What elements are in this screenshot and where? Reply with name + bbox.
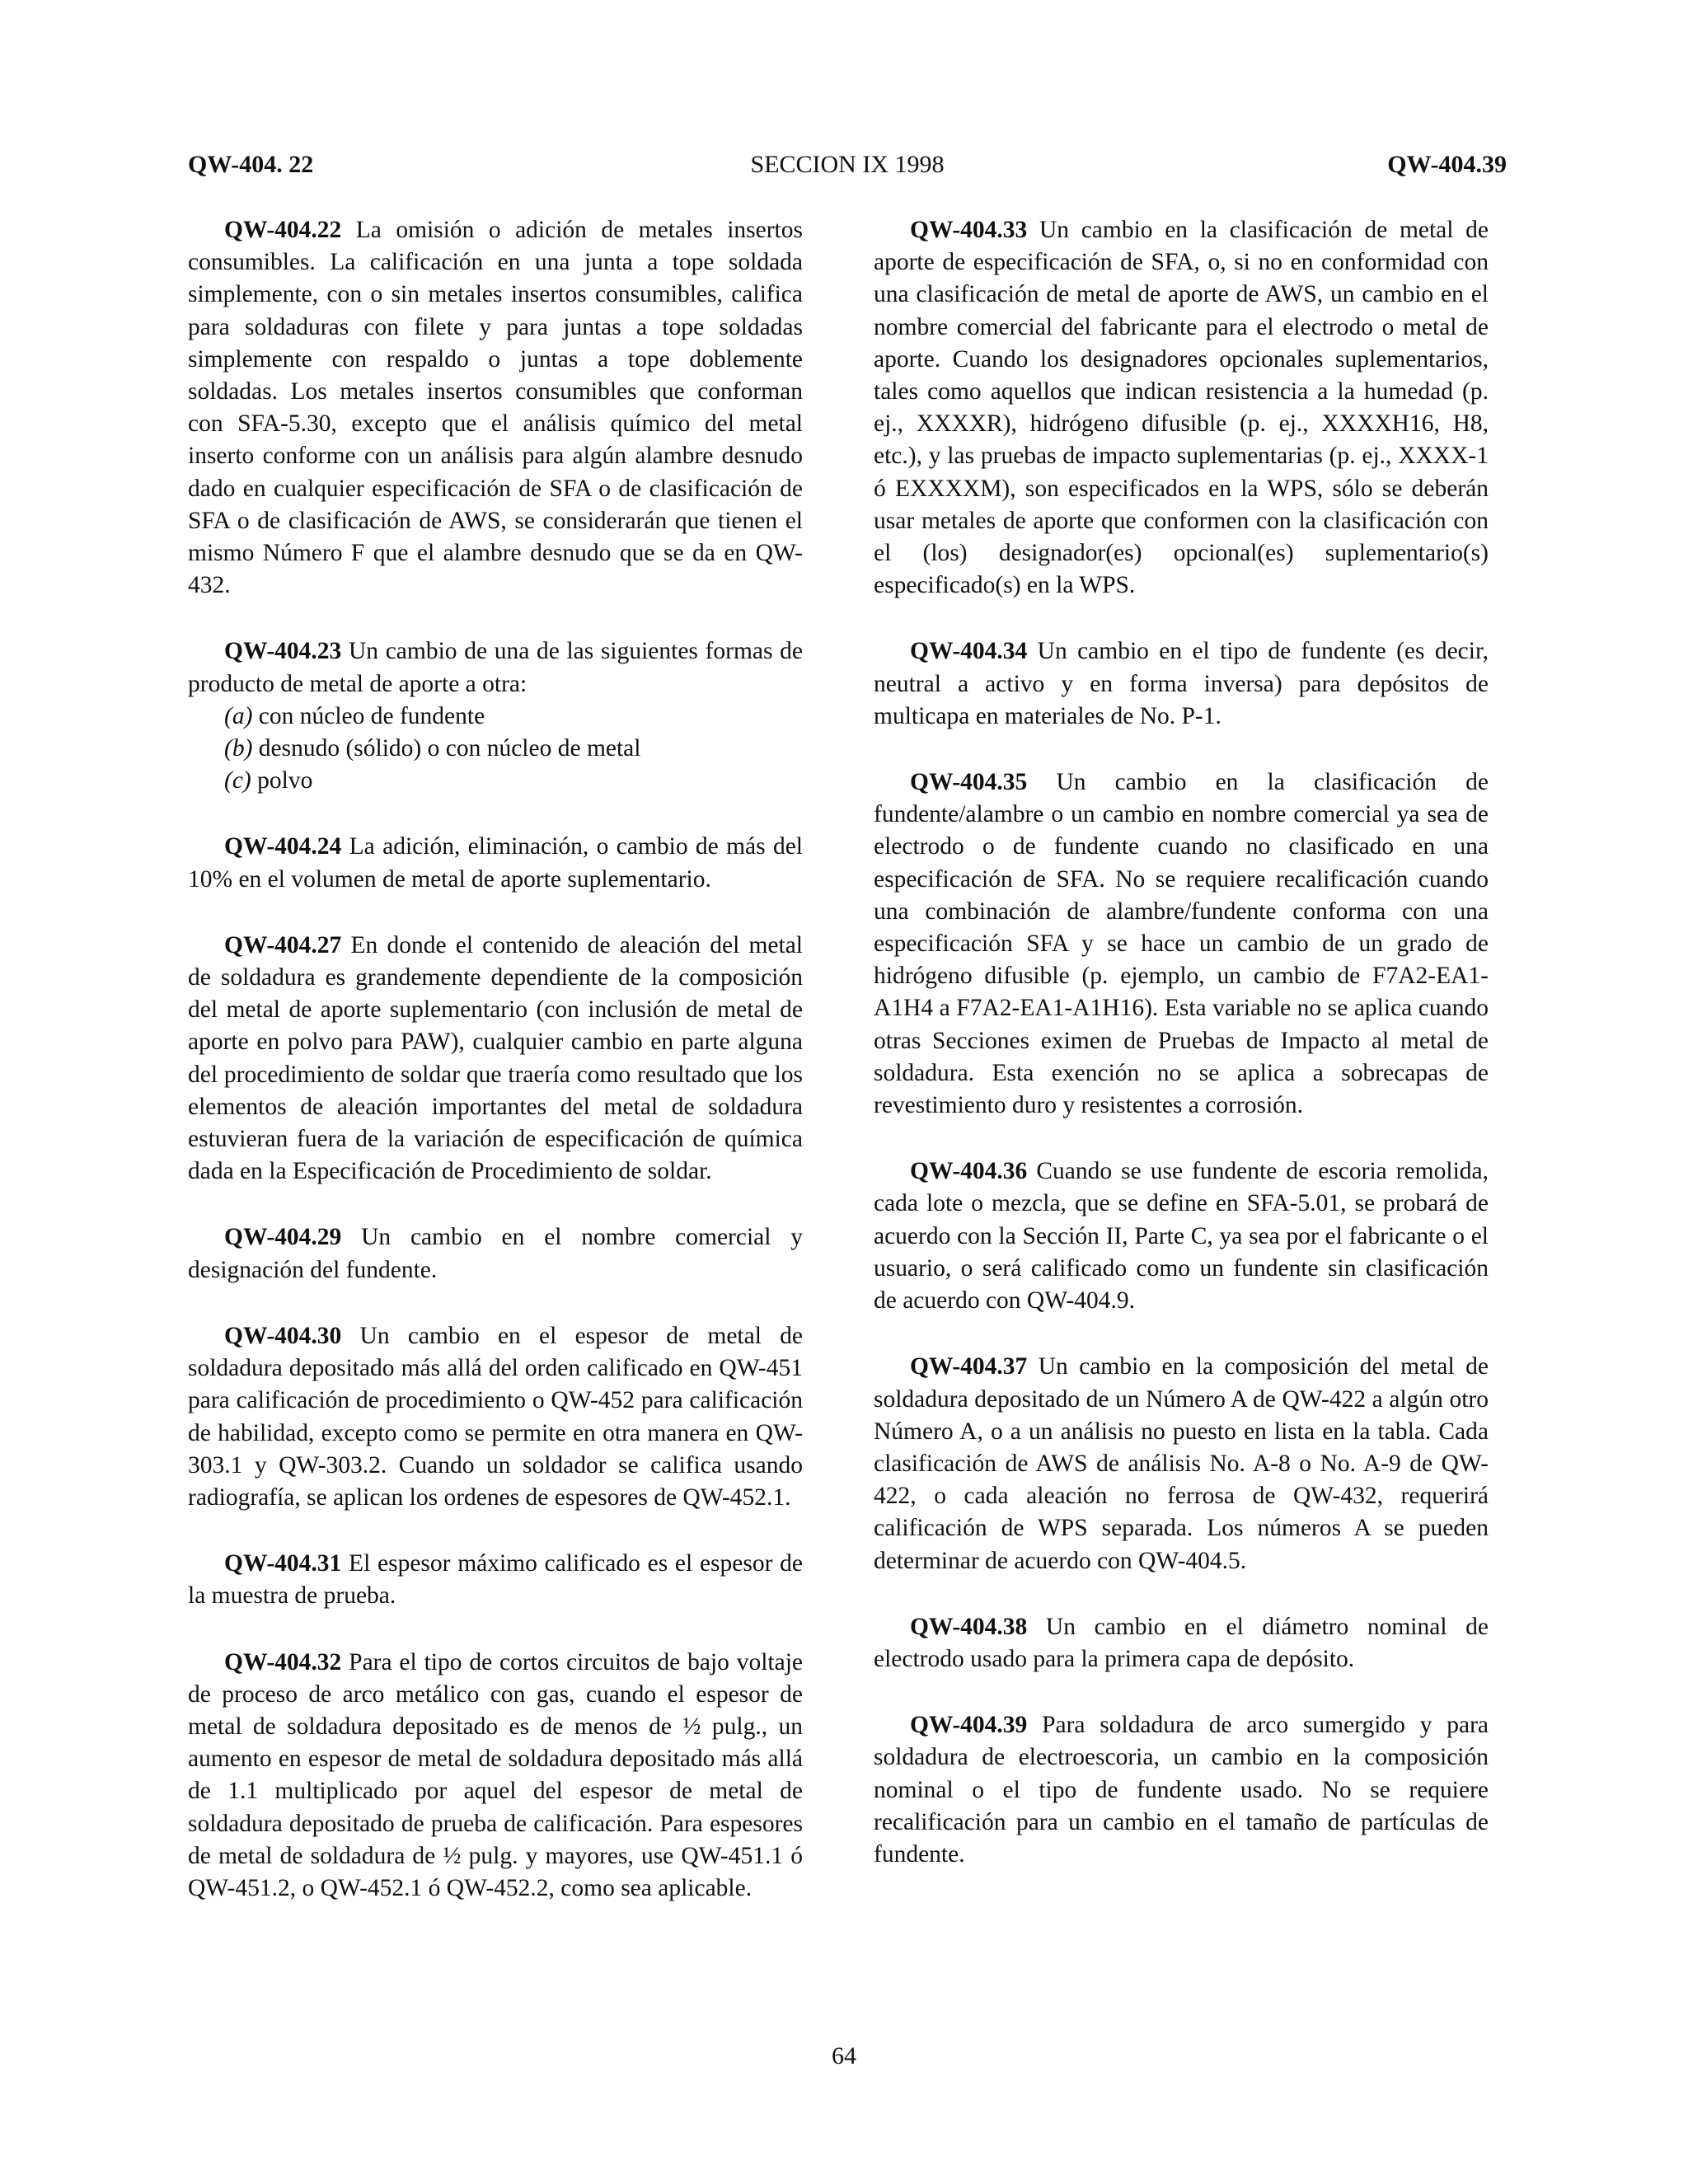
paragraph-text: La omisión o adición de metales insertos consumibles. La calificación en una junta a tope soldada simplemente, con o sin metales insertos consumibles, califica para soldaduras con filete y para juntas a tope soldadas simplemente con respaldo o juntas a tope doblemente soldadas. Los metales insertos consumibles que conforman con SFA-5.30, excepto que el análisis químico del metal inserto conforme con un análisis para algún alambre desnudo dado en cualquier especificación de SFA o de clasificación de SFA o de clasificación de AWS, se considerarán que tienen el mismo Número F que el alambre desnudo que se da en QW-432.	[188, 217, 803, 599]
paragraph-qw-404-27	[188, 930, 803, 1188]
paragraph-text: Un cambio en el nombre comercial y designación del fundente.	[188, 1224, 803, 1283]
paragraph-code: QW-404.37	[910, 1353, 1028, 1380]
paragraph-text: Un cambio en la composición del metal de soldadura depositado de un Número A de QW-422 a algún otro Número A, o a un análisis no puesto en lista en la tabla. Cada clasificación de AWS de análisis No. A-8 o No. A-9 de QW-422, o cada aleación no ferrosa de QW-432, requerirá calificación de WPS separada. Los números A se pueden determinar de acuerdo con QW-404.5.	[874, 1353, 1489, 1574]
list-item-letter: (b)	[224, 735, 253, 762]
paragraph-text: En donde el contenido de aleación del metal de soldadura es grandemente dependiente de la composición del metal de aporte suplementario (con inclusión de metal de aporte en polvo para PAW), cualquier cambio en parte alguna del procedimiento de soldar que traería como resultado que los elementos de aleación importantes del metal de soldadura estuvieran fuera de la variación de especificación de química dada en la Especificación de Procedimiento de soldar.	[188, 931, 803, 1185]
paragraph-text: Para el tipo de cortos circuitos de bajo voltaje de proceso de arco metálico con gas, cuando el espesor de metal de soldadura depositado es de menos de ½ pulg., un aumento en espesor de metal de soldadura depositado más allá de 1.1 multiplicado por aquel del espesor de metal de soldadura depositado de prueba de calificación. Para espesores de metal de soldadura de ½ pulg. y mayores, use QW-451.1 ó QW-451.2, o QW-452.1 ó QW-452.2, como sea aplicable.	[188, 1648, 803, 1901]
paragraph-qw-404-35	[874, 766, 1489, 1122]
paragraph-code: QW-404.29	[224, 1224, 342, 1251]
paragraph-text: La adición, eliminación, o cambio de más del 10% en el volumen de metal de aporte suplementario.	[188, 833, 803, 893]
list-item-letter: (c)	[224, 767, 251, 794]
paragraph-code: QW-404.34	[910, 638, 1028, 665]
list-item	[188, 733, 803, 765]
right-column	[874, 214, 1489, 1905]
paragraph-qw-404-38	[874, 1611, 1489, 1675]
paragraph-qw-404-31	[188, 1548, 803, 1612]
header-title: SECCION IX 1998	[750, 151, 945, 178]
paragraph-text: Un cambio en el espesor de metal de soldadura depositado más allá del orden calificado en QW-451 para calificación de procedimiento o QW-452 para calificación de habilidad, excepto como se permite en otra manera en QW-303.1 y QW-303.2. Cuando un soldador se califica usando radiografía, se aplican los ordenes de espesores de QW-452.1.	[188, 1322, 803, 1511]
paragraph-text: Un cambio en la clasificación de fundente/alambre o un cambio en nombre comercial ya sea de electrodo o de fundente cuando no clasificado en una especificación de SFA. No se requiere recalificación cuando una combinación de alambre/fundente conforma con una especificación SFA y se hace un cambio de un grado de hidrógeno difusible (p. ejemplo, un cambio de F7A2-EA1-A1H4 a F7A2-EA1-A1H16). Esta variable no se aplica cuando otras Secciones eximen de Pruebas de Impacto al metal de soldadura. Esta exención no se aplica a sobrecapas de revestimiento duro y resistentes a corrosión.	[874, 769, 1489, 1119]
paragraph-code: QW-404.33	[910, 217, 1028, 243]
paragraph-code: QW-404.30	[224, 1322, 342, 1349]
paragraph-qw-404-39	[874, 1709, 1489, 1871]
paragraph-qw-404-37	[874, 1351, 1489, 1577]
running-header	[188, 147, 1507, 183]
header-right-section-ref: QW-404.39	[1387, 151, 1507, 178]
paragraph-text: Un cambio en el diámetro nominal de electrodo usado para la primera capa de depósito.	[874, 1613, 1489, 1672]
paragraph-qw-404-23	[188, 635, 803, 797]
paragraph-text: Un cambio de una de las siguientes formas de producto de metal de aporte a otra:	[188, 638, 803, 697]
list-item-text: polvo	[251, 767, 313, 794]
paragraph-qw-404-22	[188, 214, 803, 602]
paragraph-code: QW-404.23	[224, 638, 342, 665]
paragraph-text: Un cambio en la clasificación de metal de aporte de especificación de SFA, o, si no en conformidad con una clasificación de metal de aporte de AWS, un cambio en el nombre comercial del fabricante para el electrodo o metal de aporte. Cuando los designadores opcionales suplementarios, tales como aquellos que indican resistencia a la humedad (p. ej., XXXXR), hidrógeno difusible (p. ej., XXXXH16, H8, etc.), y las pruebas de impacto suplementarias (p. ej., XXXX-1 ó EXXXXM), son especificados en la WPS, sólo se deberán usar metales de aporte que conformen con la clasificación con el (los) designador(es) opcional(es) suplementario(s) especificado(s) en la WPS.	[874, 217, 1489, 599]
list-item	[188, 701, 803, 733]
paragraph-qw-404-34	[874, 635, 1489, 733]
list-item-text: con núcleo de fundente	[252, 702, 485, 729]
paragraph-qw-404-24	[188, 831, 803, 895]
paragraph-code: QW-404.38	[910, 1613, 1028, 1640]
paragraph-code: QW-404.22	[224, 217, 342, 243]
header-left-section-ref: QW-404. 22	[188, 151, 314, 178]
paragraph-qw-404-29	[188, 1221, 803, 1286]
list-item	[188, 765, 803, 797]
paragraph-code: QW-404.36	[910, 1158, 1028, 1185]
paragraph-code: QW-404.24	[224, 833, 342, 860]
page-number: 64	[832, 2042, 856, 2069]
left-column	[188, 214, 803, 1938]
paragraph-qw-404-33	[874, 214, 1489, 602]
list-item-letter: (a)	[224, 702, 253, 729]
paragraph-code: QW-404.39	[910, 1712, 1028, 1739]
paragraph-code: QW-404.32	[224, 1648, 342, 1675]
paragraph-qw-404-32	[188, 1647, 803, 1905]
paragraph-code: QW-404.35	[910, 769, 1028, 796]
paragraph-text: Cuando se use fundente de escoria remolida, cada lote o mezcla, que se define en SFA-5.01, se probará de acuerdo con la Sección II, Parte C, ya sea por el fabricante o el usuario, o será calificado como un fundente sin clasificación de acuerdo con QW-404.9.	[874, 1158, 1489, 1315]
paragraph-qw-404-36	[874, 1155, 1489, 1317]
paragraph-text: Para soldadura de arco sumergido y para soldadura de electroescoria, un cambio en la composición nominal o el tipo de fundente usado. No se requiere recalificación para un cambio en el tamaño de partículas de fundente.	[874, 1712, 1489, 1868]
paragraph-qw-404-30	[188, 1320, 803, 1514]
paragraph-code: QW-404.27	[224, 931, 342, 958]
list-item-text: desnudo (sólido) o con núcleo de metal	[252, 735, 641, 762]
paragraph-code: QW-404.31	[224, 1550, 342, 1577]
paragraph-intro	[188, 635, 803, 700]
paragraph-text: El espesor máximo calificado es el espesor de la muestra de prueba.	[188, 1550, 803, 1610]
paragraph-text: Un cambio en el tipo de fundente (es decir, neutral a activo y en forma inversa) para depósitos de multicapa en materiales de No. P-1.	[874, 638, 1489, 729]
